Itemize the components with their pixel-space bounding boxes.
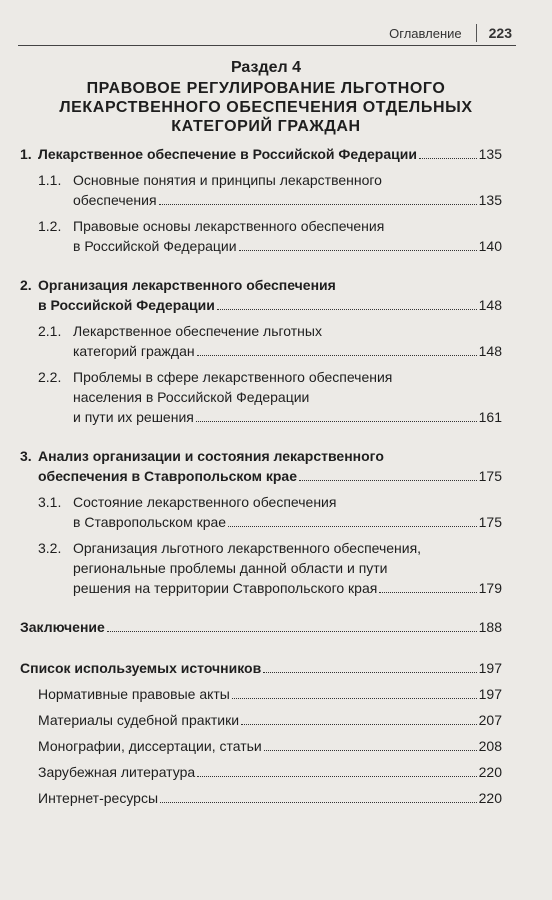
running-head [389,24,512,42]
running-head-divider [476,24,477,42]
dot-leader [263,672,476,673]
toc-entry-line: Материалы судебной практики [38,712,240,728]
toc-entry-last-line [73,190,502,210]
toc-entry-text [38,684,502,704]
page-number: 223 [488,25,512,41]
dot-leader [241,724,477,725]
toc-page-number: 175 [478,468,502,484]
toc-page-number: 197 [478,660,502,676]
toc-page-number: 135 [478,146,502,162]
toc-entry-text [38,144,502,164]
toc-page-number: 208 [478,738,502,754]
toc-entry-line: Правовые основы лекарственного обеспечения [73,218,385,234]
toc-entry-text [38,736,502,756]
dot-leader [107,631,477,632]
toc-page-number: 175 [478,514,502,530]
toc-entry-text [73,538,502,598]
toc-entry-text [73,367,502,427]
toc-entry-last-line [20,658,502,678]
section-label: Раздел 4 [230,59,302,76]
toc-entry-line: Монографии, диссертации, статьи [38,738,262,754]
section-title-line: ПРАВОВОЕ РЕГУЛИРОВАНИЕ ЛЬГОТНОГО [86,80,446,97]
toc-entry-line: Зарубежная литература [38,764,196,780]
section-title [20,79,512,136]
toc-entry-last-line [38,295,502,315]
dot-leader [232,698,477,699]
dot-leader [197,355,477,356]
toc-entry-last-line [73,407,502,427]
toc-entry-line: Организация лекарственного обеспечения [38,277,336,293]
dot-leader [197,776,476,777]
dot-leader [419,158,477,159]
toc-entry-last-line [38,736,502,756]
toc-entry-text [38,710,502,730]
toc-entry-line: решения на территории Ставропольского края [73,580,378,596]
dot-leader [379,592,476,593]
toc-entry-line: категорий граждан [73,343,195,359]
toc-entry-text [38,762,502,782]
toc-entry-number: 3.1. [38,494,62,510]
toc-entry-line: в Российской Федерации [38,297,215,313]
toc-page-number: 220 [478,764,502,780]
toc-entry-line: Организация льготного лекарственного обеспечения, [73,540,422,556]
toc-entry-line: Заключение [20,619,105,635]
dot-leader [160,802,477,803]
toc-entry-line: Состояние лекарственного обеспечения [73,494,337,510]
toc-entry-line: Лекарственное обеспечение льготных [73,323,322,339]
toc-page-number: 140 [478,238,502,254]
toc-entry-last-line [38,466,502,486]
toc-entry-text [38,446,502,486]
toc-entry-text [73,170,502,210]
toc-entry-text [73,321,502,361]
dot-leader [299,480,477,481]
toc-entry-line: и пути их решения [73,409,194,425]
toc-entry-last-line [73,236,502,256]
toc-page-number: 197 [478,686,502,702]
toc-page-number: 148 [478,343,502,359]
dot-leader [217,309,477,310]
toc-page-number: 161 [478,409,502,425]
toc-entry-line: обеспечения [73,192,157,208]
toc-entry-line: региональные проблемы данной области и пути [73,560,388,576]
toc-entry-last-line [73,341,502,361]
toc-entry-text [73,216,502,256]
toc-page-number: 220 [478,790,502,806]
toc-entry-text [38,275,502,315]
toc-entry-line: Список используемых источников [20,660,262,676]
toc-entry-number: 3. [20,448,32,464]
header-rule [18,45,516,46]
toc-entry-last-line [38,710,502,730]
toc-entry-text [20,617,502,637]
section-heading [20,58,512,136]
toc-page-number: 188 [478,619,502,635]
toc-entry-number: 2. [20,277,32,293]
toc-entry-line: Интернет-ресурсы [38,790,159,806]
toc-entry-number: 1.2. [38,218,62,234]
toc-entry-text [20,658,502,678]
toc-entry-last-line [20,617,502,637]
toc-entry-line: обеспечения в Ставропольском крае [38,468,297,484]
dot-leader [196,421,477,422]
running-head-title: Оглавление [389,25,462,41]
toc-page-number: 207 [478,712,502,728]
toc-entry-last-line [73,578,502,598]
toc-entry-line: Проблемы в сфере лекарственного обеспечения [73,369,393,385]
toc-entry-number: 2.1. [38,323,62,339]
toc-entry-last-line [38,144,502,164]
toc-entry-text [73,492,502,532]
toc-entry-text [38,788,502,808]
toc-entry-line: населения в Российской Федерации [73,389,310,405]
toc-entry-last-line [38,684,502,704]
toc-page-number: 179 [478,580,502,596]
toc-page-number: 135 [478,192,502,208]
toc-entry-number: 2.2. [38,369,62,385]
toc-entry-line: Основные понятия и принципы лекарственного [73,172,382,188]
section-title-line: КАТЕГОРИЙ ГРАЖДАН [171,118,361,135]
dot-leader [228,526,477,527]
toc-entry-number: 3.2. [38,540,62,556]
toc-entry-last-line [73,512,502,532]
toc-entry-line: Анализ организации и состояния лекарственного [38,448,384,464]
toc-entry-line: в Ставропольском крае [73,514,227,530]
toc-entry-last-line [38,762,502,782]
toc-page-number: 148 [478,297,502,313]
toc-entry-line: в Российской Федерации [73,238,237,254]
dot-leader [159,204,477,205]
dot-leader [264,750,477,751]
toc-entry-number: 1. [20,146,32,162]
dot-leader [239,250,477,251]
section-title-line: ЛЕКАРСТВЕННОГО ОБЕСПЕЧЕНИЯ ОТДЕЛЬНЫХ [59,99,473,116]
toc-entry-last-line [38,788,502,808]
toc-entry-number: 1.1. [38,172,62,188]
toc-entry-line: Лекарственное обеспечение в Российской Федерации [38,146,417,162]
toc-entry-line: Нормативные правовые акты [38,686,230,702]
